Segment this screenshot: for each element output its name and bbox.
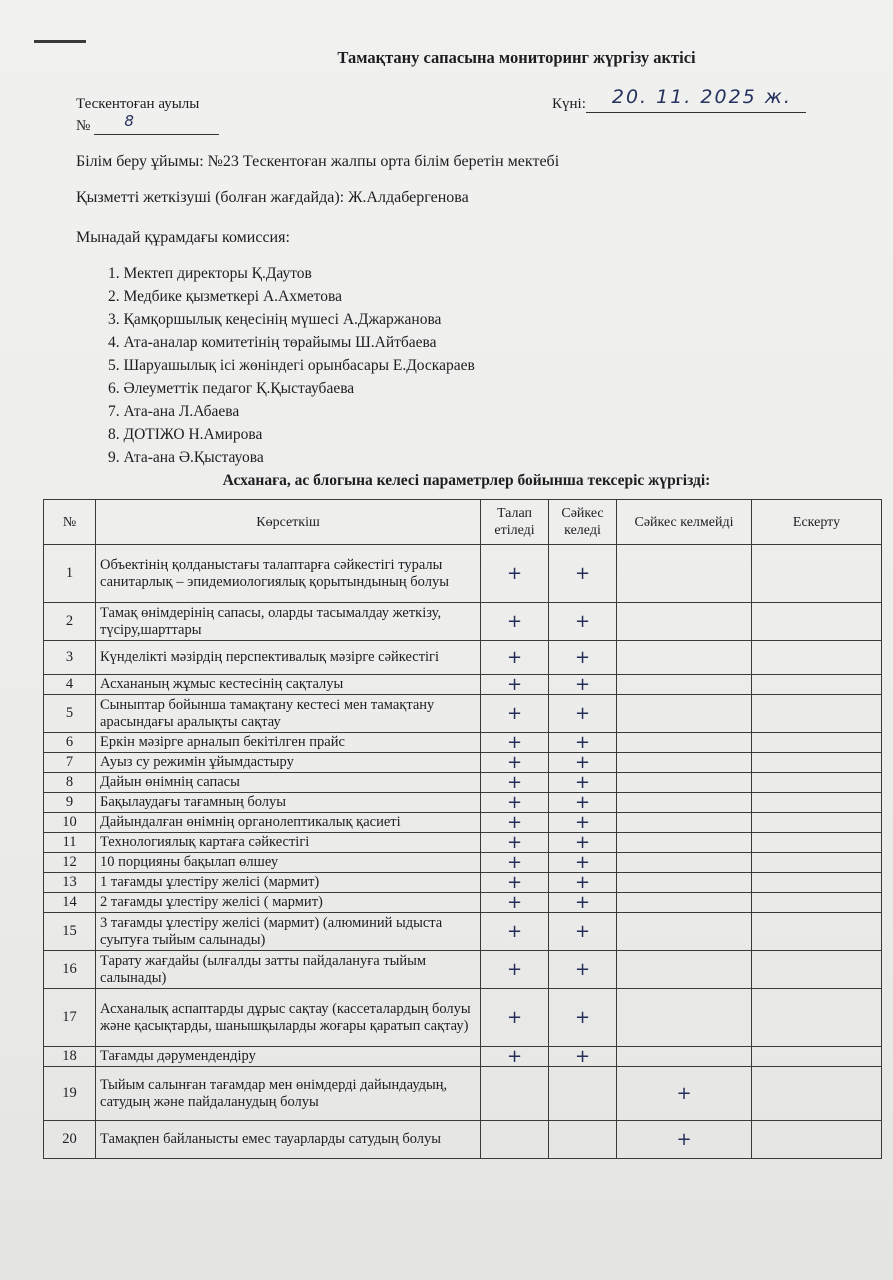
compliant-mark: + — [549, 545, 617, 603]
note-cell — [752, 813, 882, 833]
commission-member: 4. Ата-аналар комитетінің төрайымы Ш.Айтбаева — [108, 334, 437, 351]
row-number: 2 — [44, 603, 96, 641]
inspection-heading: Асханаға, ас блогына келесі параметрлер бойынша тексеріс жүргізді: — [222, 472, 711, 489]
row-number: 12 — [44, 853, 96, 873]
required-mark: + — [481, 833, 549, 853]
commission-member: 5. Шаруашылық ісі жөніндегі орынбасары Е.Доскараев — [108, 357, 475, 374]
required-mark: + — [481, 603, 549, 641]
note-cell — [752, 675, 882, 695]
header-note: Ескерту — [752, 500, 882, 545]
commission-label: Мынадай құрамдағы комиссия: — [76, 229, 290, 246]
non-compliant-mark — [617, 833, 752, 853]
row-number: 13 — [44, 873, 96, 893]
number-label: № — [76, 118, 91, 134]
indicator-cell: Технологиялық картаға сәйкестігі — [96, 833, 481, 853]
indicator-cell: 2 тағамды ұлестіру желісі ( мармит) — [96, 893, 481, 913]
note-cell — [752, 951, 882, 989]
indicator-cell: Дайын өнімнің сапасы — [96, 773, 481, 793]
non-compliant-mark: + — [617, 1121, 752, 1159]
note-cell — [752, 1121, 882, 1159]
row-number: 16 — [44, 951, 96, 989]
compliant-mark: + — [549, 641, 617, 675]
village-label: Тескентоған ауылы — [76, 96, 200, 112]
row-number: 3 — [44, 641, 96, 675]
indicator-cell: Дайындалған өнімнің органолептикалық қасиеті — [96, 813, 481, 833]
compliant-mark: + — [549, 913, 617, 951]
non-compliant-mark — [617, 603, 752, 641]
note-cell — [752, 773, 882, 793]
indicator-cell: Асхананың жұмыс кестесінің сақталуы — [96, 675, 481, 695]
table-row — [44, 1067, 882, 1121]
required-mark: + — [481, 675, 549, 695]
compliant-mark: + — [549, 603, 617, 641]
note-cell — [752, 989, 882, 1047]
table-row — [44, 1047, 882, 1067]
commission-member: 7. Ата-ана Л.Абаева — [108, 403, 240, 420]
row-number: 11 — [44, 833, 96, 853]
header-non-compliant: Сәйкес келмейді — [617, 500, 752, 545]
non-compliant-mark — [617, 641, 752, 675]
table-row — [44, 913, 882, 951]
row-number: 18 — [44, 1047, 96, 1067]
non-compliant-mark — [617, 773, 752, 793]
indicator-cell: Күнделікті мәзірдің перспективалық мәзірге сәйкестігі — [96, 641, 481, 675]
non-compliant-mark — [617, 853, 752, 873]
non-compliant-mark — [617, 913, 752, 951]
table-row — [44, 813, 882, 833]
act-number — [76, 112, 219, 135]
table-row — [44, 675, 882, 695]
table-row — [44, 873, 882, 893]
header-indicator: Көрсеткіш — [96, 500, 481, 545]
commission-member: 9. Ата-ана Ә.Қыстауова — [108, 449, 264, 466]
commission-member: 1. Мектеп директоры Қ.Даутов — [108, 265, 312, 282]
required-mark: + — [481, 545, 549, 603]
indicator-cell: 3 тағамды ұлестіру желісі (мармит) (алюминий ыдыста суытуға тыйым салынады) — [96, 913, 481, 951]
indicator-cell: Еркін мәзірге арналып бекітілген прайс — [96, 733, 481, 753]
non-compliant-mark — [617, 951, 752, 989]
compliant-mark: + — [549, 833, 617, 853]
table-row — [44, 833, 882, 853]
indicator-cell: Асханалық аспаптарды дұрыс сақтау (кассеталардың болуы және қасықтарды, шанышқыларды жоғары қаратып сақтау) — [96, 989, 481, 1047]
required-mark: + — [481, 853, 549, 873]
organization: Білім беру ұйымы: №23 Тескентоған жалпы орта білім беретін мектебі — [76, 153, 560, 170]
table-row — [44, 853, 882, 873]
required-mark: + — [481, 733, 549, 753]
non-compliant-mark — [617, 813, 752, 833]
note-cell — [752, 733, 882, 753]
header-required: Талап етіледі — [481, 500, 549, 545]
commission-member: 6. Әлеуметтік педагог Қ.Қыстаубаева — [108, 380, 355, 397]
table-row — [44, 989, 882, 1047]
note-cell — [752, 1047, 882, 1067]
table-header-row — [44, 500, 882, 545]
required-mark: + — [481, 773, 549, 793]
indicator-cell: Тарату жағдайы (ылғалды затты пайдалануға тыйым салынады) — [96, 951, 481, 989]
note-cell — [752, 603, 882, 641]
required-mark: + — [481, 913, 549, 951]
non-compliant-mark — [617, 873, 752, 893]
note-cell — [752, 893, 882, 913]
compliant-mark: + — [549, 813, 617, 833]
compliant-mark — [549, 1121, 617, 1159]
required-mark: + — [481, 989, 549, 1047]
table-row — [44, 1121, 882, 1159]
act-date — [552, 86, 806, 113]
note-cell — [752, 753, 882, 773]
note-cell — [752, 873, 882, 893]
non-compliant-mark — [617, 695, 752, 733]
row-number: 19 — [44, 1067, 96, 1121]
compliant-mark: + — [549, 893, 617, 913]
page-mark — [34, 40, 86, 43]
compliant-mark: + — [549, 733, 617, 753]
note-cell — [752, 1067, 882, 1121]
indicator-cell: Бақылаудағы тағамның болуы — [96, 793, 481, 813]
indicator-cell: Объектінің қолданыстағы талаптарға сәйкестігі туралы санитарлық – эпидемиологиялық қорытындының болуы — [96, 545, 481, 603]
required-mark: + — [481, 951, 549, 989]
note-cell — [752, 833, 882, 853]
row-number: 9 — [44, 793, 96, 813]
indicator-cell: Тамақпен байланысты емес тауарларды сатудың болуы — [96, 1121, 481, 1159]
row-number: 1 — [44, 545, 96, 603]
commission-member: 2. Медбике қызметкері А.Ахметова — [108, 288, 342, 305]
supplier: Қызметті жеткізуші (болған жағдайда): Ж.Алдабергенова — [76, 189, 469, 206]
non-compliant-mark — [617, 733, 752, 753]
indicator-cell: Сыныптар бойынша тамақтану кестесі мен тамақтану арасындағы аралықты сақтау — [96, 695, 481, 733]
indicator-cell: 1 тағамды ұлестіру желісі (мармит) — [96, 873, 481, 893]
compliant-mark: + — [549, 951, 617, 989]
table-row — [44, 773, 882, 793]
inspection-table — [43, 499, 882, 1159]
table-row — [44, 951, 882, 989]
indicator-cell: Тамақ өнімдерінің сапасы, оларды тасымалдау жеткізу, түсіру,шарттары — [96, 603, 481, 641]
row-number: 7 — [44, 753, 96, 773]
non-compliant-mark — [617, 893, 752, 913]
non-compliant-mark — [617, 793, 752, 813]
note-cell — [752, 641, 882, 675]
row-number: 8 — [44, 773, 96, 793]
indicator-cell: Тағамды дәрумендендіру — [96, 1047, 481, 1067]
compliant-mark: + — [549, 989, 617, 1047]
compliant-mark: + — [549, 753, 617, 773]
note-cell — [752, 695, 882, 733]
required-mark: + — [481, 753, 549, 773]
table-row — [44, 695, 882, 733]
non-compliant-mark — [617, 545, 752, 603]
non-compliant-mark — [617, 675, 752, 695]
table-row — [44, 545, 882, 603]
header-compliant: Сәйкес келеді — [549, 500, 617, 545]
number-value: 8 — [124, 112, 134, 130]
table-row — [44, 641, 882, 675]
compliant-mark: + — [549, 793, 617, 813]
compliant-mark: + — [549, 1047, 617, 1067]
date-label: Күні: — [552, 96, 586, 112]
row-number: 6 — [44, 733, 96, 753]
required-mark — [481, 1121, 549, 1159]
date-value: 20. 11. 2025 ж. — [611, 86, 792, 108]
required-mark: + — [481, 1047, 549, 1067]
note-cell — [752, 545, 882, 603]
row-number: 4 — [44, 675, 96, 695]
indicator-cell: Тыйым салынған тағамдар мен өнімдерді дайындаудың, сатудың және пайдаланудың болуы — [96, 1067, 481, 1121]
note-cell — [752, 913, 882, 951]
required-mark: + — [481, 873, 549, 893]
note-cell — [752, 793, 882, 813]
commission-member: 8. ДОТІЖО Н.Амирова — [108, 426, 263, 443]
required-mark — [481, 1067, 549, 1121]
required-mark: + — [481, 813, 549, 833]
non-compliant-mark — [617, 753, 752, 773]
table-row — [44, 793, 882, 813]
non-compliant-mark — [617, 1047, 752, 1067]
row-number: 20 — [44, 1121, 96, 1159]
table-row — [44, 893, 882, 913]
compliant-mark: + — [549, 695, 617, 733]
commission-member: 3. Қамқоршылық кеңесінің мүшесі А.Джаржанова — [108, 311, 442, 328]
row-number: 10 — [44, 813, 96, 833]
required-mark: + — [481, 793, 549, 813]
required-mark: + — [481, 641, 549, 675]
row-number: 5 — [44, 695, 96, 733]
non-compliant-mark: + — [617, 1067, 752, 1121]
table-row — [44, 603, 882, 641]
compliant-mark: + — [549, 675, 617, 695]
date-field — [586, 86, 806, 113]
row-number: 15 — [44, 913, 96, 951]
row-number: 17 — [44, 989, 96, 1047]
row-number: 14 — [44, 893, 96, 913]
note-cell — [752, 853, 882, 873]
commission-list — [108, 262, 475, 469]
compliant-mark — [549, 1067, 617, 1121]
required-mark: + — [481, 893, 549, 913]
required-mark: + — [481, 695, 549, 733]
compliant-mark: + — [549, 873, 617, 893]
indicator-cell: 10 порцияны бақылап өлшеу — [96, 853, 481, 873]
non-compliant-mark — [617, 989, 752, 1047]
number-field — [94, 112, 219, 135]
header-no: № — [44, 500, 96, 545]
table-row — [44, 753, 882, 773]
indicator-cell: Ауыз су режимін ұйымдастыру — [96, 753, 481, 773]
document-title: Тамақтану сапасына мониторинг жүргізу актісі — [337, 48, 696, 67]
table-row — [44, 733, 882, 753]
compliant-mark: + — [549, 773, 617, 793]
compliant-mark: + — [549, 853, 617, 873]
